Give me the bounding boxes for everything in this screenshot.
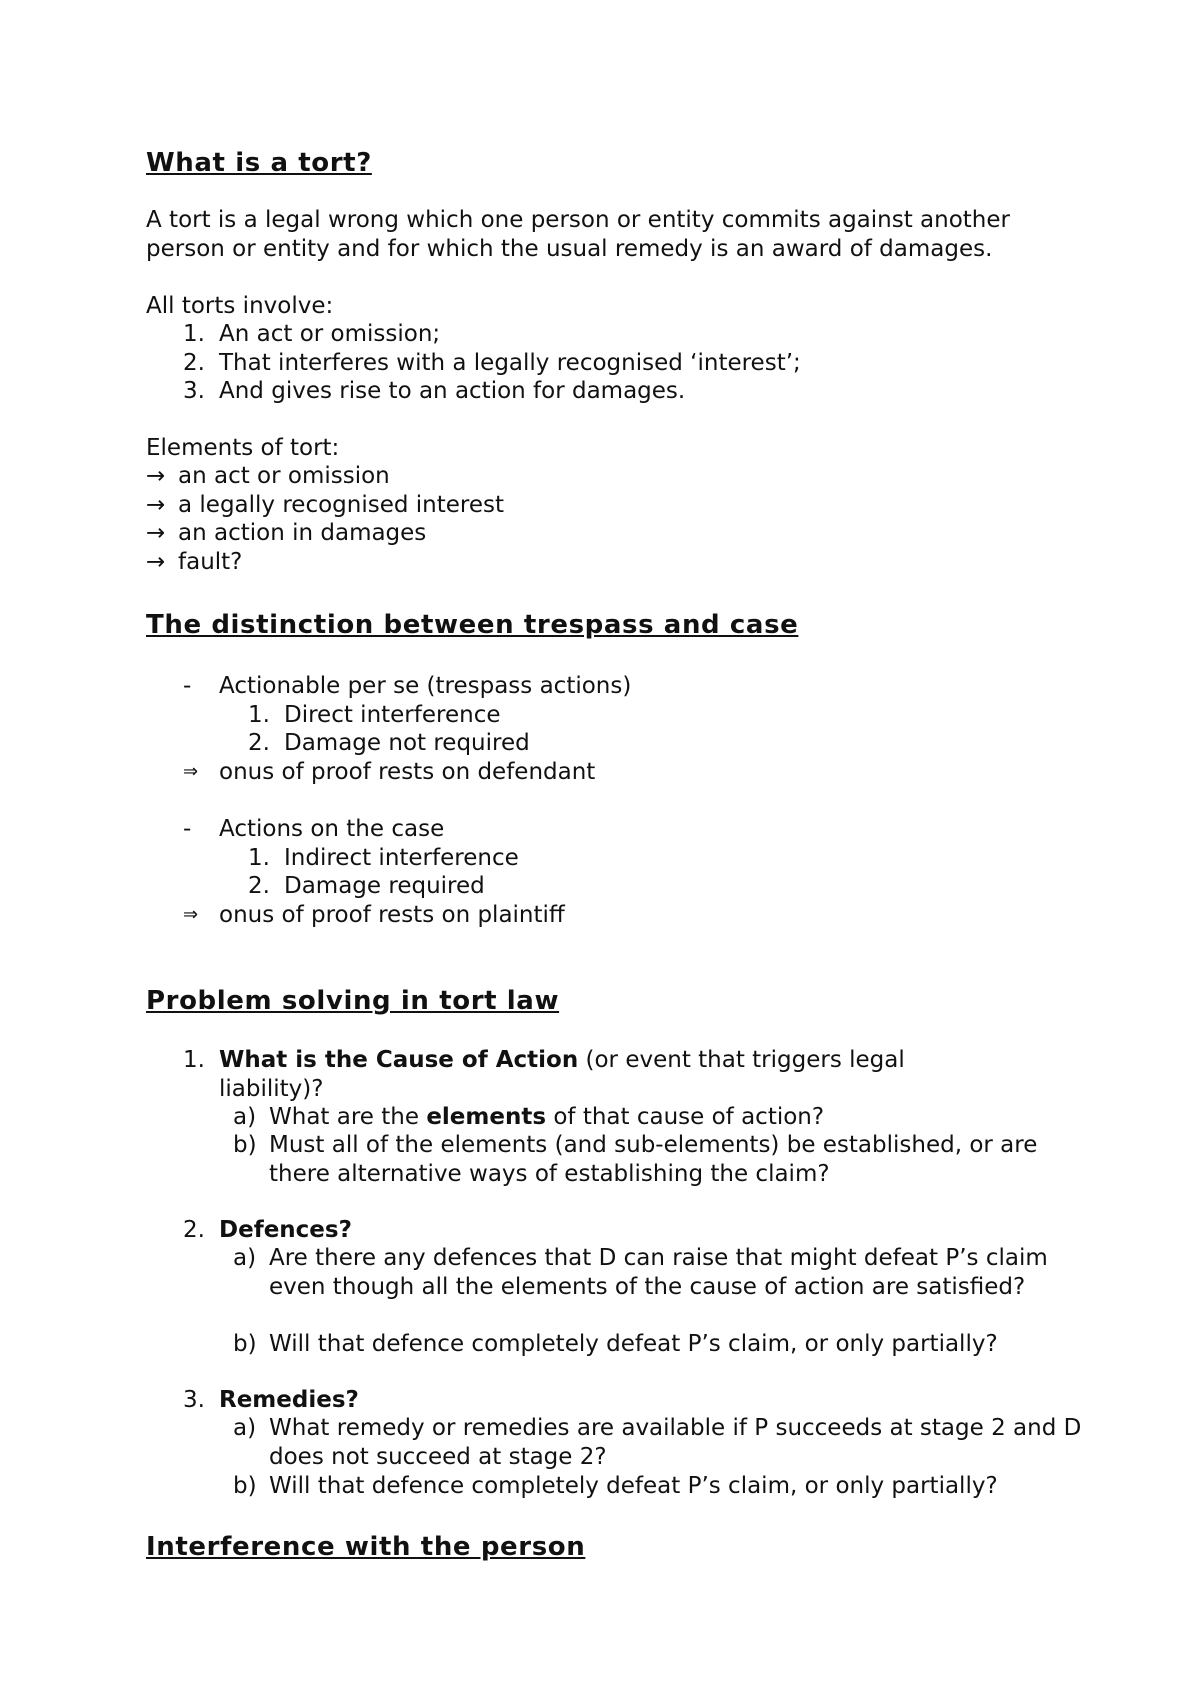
list-item: → fault?	[146, 548, 243, 575]
tort-definition: A tort is a legal wrong which one person or entity commits against another person or entity and for which the usual remedy is an award of damages.	[146, 207, 1010, 262]
heading-problem-solving: Problem solving in tort law	[146, 986, 560, 1016]
list-item: 2. Damage not required	[248, 730, 530, 756]
trespass-group	[146, 672, 1086, 786]
dash-bullet: -	[183, 816, 192, 842]
elements-list	[146, 462, 1086, 576]
list-item: ⇒ onus of proof rests on plaintiff	[183, 901, 565, 928]
arrow-icon: →	[146, 491, 166, 518]
arrow-icon: →	[146, 463, 166, 489]
step-title: Remedies?	[219, 1387, 359, 1413]
all-torts-list	[146, 320, 1086, 406]
list-item: 1. An act or omission;	[183, 321, 441, 347]
list-item: 2. Damage required	[248, 873, 485, 899]
document-page: What is a tort? A tort is a legal wrong which one person or entity commits against another person or entity and for which the usual remedy is an award of damages. All torts involve: 1. An act or omission; 2. That interferes with a legally recognised ‘interest’; 3. And gives rise to an action for damages. Elements of tort: → an act or omission → a legally recognised interest → an action in damages → fault? The distinction between trespass and case - Actionable per se (trespass actions) 1. Direct interference 2. Damage not required ⇒ onus of proof rests on defendant - Actions on the case 1. Indirect interference 2. Damage required ⇒ onus of proof rests on plaintiff Problem solving in tort law 1. What is the Cause of Action (or event that triggers legal liability)? a) What are the elements of that cause of action? b) Must all of the elements (and sub-elements) be established, or are there alternative ways of establishing the claim? 2. Defences? a) Are there any defences that D can raise that might defeat P’s claim even though all the elements of the cause of action are satisfied? b) Will that defence completely defeat P’s claim, or only partially? 3. Remedies? a) What remedy or remedies are available if P succeeds at stage 2 and D does not succeed at stage 2? b) Will that defence completely defeat P’s claim, or only partially? Interference with the person	[0, 0, 1200, 1698]
list-item: ⇒ onus of proof rests on defendant	[183, 758, 596, 785]
step-title: What is the Cause of Action	[219, 1047, 579, 1073]
heading-interference-with-person: Interference with the person	[146, 1532, 586, 1562]
implies-icon: ⇒	[183, 903, 199, 925]
implies-icon: ⇒	[183, 760, 199, 782]
list-item: 2. That interferes with a legally recognised ‘interest’;	[183, 349, 801, 376]
heading-what-is-a-tort: What is a tort?	[146, 148, 372, 178]
step-title: Defences?	[219, 1217, 352, 1243]
list-item: → a legally recognised interest	[146, 491, 505, 518]
arrow-icon: →	[146, 548, 166, 575]
list-item: 3. And gives rise to an action for damages.	[183, 378, 686, 404]
list-item: 1. Direct interference	[248, 701, 501, 728]
arrow-icon: →	[146, 520, 166, 546]
list-item: - Actions on the case	[183, 816, 445, 842]
elements-label: Elements of tort:	[146, 435, 340, 461]
heading-trespass-and-case: The distinction between trespass and case	[146, 610, 799, 640]
list-item: - Actionable per se (trespass actions)	[183, 673, 632, 699]
list-item: 1. Indirect interference	[248, 844, 519, 871]
list-item: → an act or omission	[146, 463, 390, 489]
list-item: → an action in damages	[146, 520, 427, 546]
case-group	[146, 815, 1086, 929]
all-torts-label: All torts involve:	[146, 293, 334, 319]
dash-bullet: -	[183, 673, 192, 699]
